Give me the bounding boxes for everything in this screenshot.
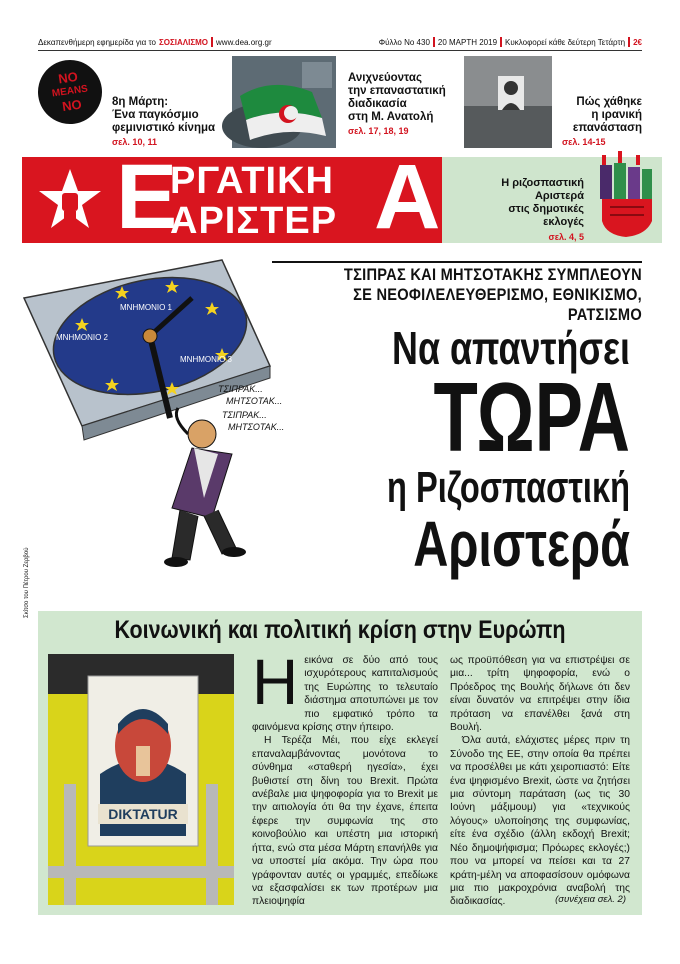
separator [211, 37, 213, 47]
paragraph: εικόνα σε δύο από τους ισχυρότερους καπιταλισμούς της Ευρώπης το τελευταίο διάστημα αποτυπώνει με τον πιο εμφατικό τρόπο τα φαινόμενα κρίσης στην ήπειρο. [252, 655, 438, 734]
schedule-text: Κυκλοφορεί κάθε δεύτερη Τετάρτη [505, 37, 626, 47]
headline-line-4: Αριστερά [413, 508, 630, 580]
teaser-middle-east[interactable] [232, 56, 450, 150]
city-fist-icon [596, 151, 658, 239]
teaser-line: Ανιχνεύοντας [348, 72, 422, 84]
article-column-2 [450, 654, 630, 909]
price: 2€ [633, 37, 642, 47]
kicker-line: ΤΣΙΠΡΑΣ ΚΑΙ ΜΗΤΣΟΤΑΚΗΣ ΣΥΜΠΛΕΟΥΝ [343, 265, 642, 284]
teaser-line: φεμινιστικό κίνημα [112, 122, 216, 134]
teaser-line: επανάσταση [572, 122, 642, 134]
teaser-municipal-elections[interactable] [470, 177, 584, 244]
top-rule [38, 50, 642, 51]
clock-label: ΜΝΗΜΟΝΙΟ 1 [120, 303, 172, 312]
protest-photo [232, 56, 336, 148]
teaser-text [112, 96, 222, 149]
paragraph: ως προϋπόθεση για να επιστρέψει σε μια... τρίτη ψηφοφορία, ενώ ο Πρόεδρος της Βουλής δήλωνε ότι δεν είναι δυνατόν να επιτρέψει στην ίδια πρόταση να επανέλθει ξανά στη Βουλή. [450, 655, 630, 734]
teaser-line: Πώς χάθηκε [576, 96, 642, 108]
masthead-word-aristera: ΑΡΙΣΤΕΡ [170, 200, 338, 242]
tagline-prefix: Δεκαπενθήμερη εφημερίδα για το [38, 37, 156, 47]
no-means-no-logo [38, 60, 102, 124]
separator [433, 37, 435, 47]
speech-text: ΤΣΙΠΡΑΚ... [222, 410, 267, 420]
page-ref: σελ. 10, 11 [112, 137, 157, 147]
masthead-letter-e: Ε [116, 146, 178, 248]
logo-word: NO [61, 96, 83, 115]
issue-date: 20 ΜΑΡΤΗ 2019 [437, 37, 498, 47]
paragraph: Όλα αυτά, ελάχιστες μέρες πριν τη Σύνοδο της ΕΕ, στην οποία θα πρέπει να προσέλθει με κάτι χειροπιαστό: Είτε ένα ψηφισμένο Brexit, ώστε να ζητήσει μια σύντομη παράταση (ως τις 30 Ιούνη μάξιμουμ) για «τεχνικούς λόγους» υλοποίησης της συμφωνίας, είτε ένα σχέδιο (άλλη εκδοχή Brexit; Νέο δημοψήφισμα; Πρόωρες εκλογές;) που να μπορεί να πείσει και τα 27 κράτη-μέλη να αποφασίσουν ομόφωνα μια πιο μακροχρόνια αναβολή της διαδικασίας. [450, 735, 630, 908]
teaser-line: στη Μ. Ανατολή [348, 111, 434, 123]
teaser-line: Η ριζοσπαστική [501, 177, 584, 189]
cartoon-credit: Σκίτσο του Πέτρου Ζερβού [24, 547, 30, 618]
clock-label: ΜΝΗΜΟΝΙΟ 2 [56, 333, 108, 342]
page-ref: σελ. 4, 5 [548, 232, 584, 242]
speech-text: ΤΣΙΠΡΑΚ... [218, 384, 263, 394]
star-fist-icon [38, 167, 102, 231]
top-bar [38, 35, 642, 49]
teaser-iran[interactable] [464, 56, 642, 150]
speech-text: ΜΗΤΣΟΤΑΚ... [228, 422, 285, 432]
article-title[interactable]: Κοινωνική και πολιτική κρίση στην Ευρώπη [114, 616, 566, 644]
logo-word: MEANS [51, 83, 89, 100]
headline-line-1: Να απαντήσει [392, 322, 630, 374]
issue-number: Φύλλο Νο 430 [378, 37, 430, 47]
page-ref: σελ. 17, 18, 19 [348, 126, 409, 136]
tagline-brand: ΣΟΣΙΑΛΙΣΜΟ [158, 37, 209, 47]
teaser-line: Ένα παγκόσμιο [112, 109, 199, 121]
masthead [22, 146, 662, 248]
teaser-line: 8η Μάρτη: [112, 96, 169, 108]
page-ref: σελ. 14-15 [562, 137, 606, 147]
teaser-line: Αριστερά [534, 190, 584, 202]
teaser-feminism[interactable] [38, 56, 218, 150]
logo-word: NO [57, 68, 79, 87]
headline-line-2: ΤΩΡΑ [433, 362, 630, 472]
kicker [272, 261, 642, 325]
macron-poster-photo [48, 654, 234, 905]
separator [500, 37, 502, 47]
article-section [38, 611, 642, 915]
clock-label: ΜΝΗΜΟΝΙΟ 3 [180, 355, 232, 364]
article-column-1 [252, 646, 438, 909]
teaser-text [562, 96, 642, 149]
kicker-line: ΣΕ ΝΕΟΦΙΛΕΛΕΥΘΕΡΙΣΜΟ, ΕΘΝΙΚΙΣΜΟ, ΡΑΤΣΙΣΜΟ [353, 285, 642, 324]
teaser-text [348, 72, 458, 138]
teaser-line: εκλογές [543, 216, 584, 228]
speech-text: ΜΗΤΣΟΤΑΚ... [226, 396, 283, 406]
masthead-word-ergatiki: ΡΓΑΤΙΚΗ [170, 160, 334, 202]
masthead-letter-a: Α [374, 146, 441, 248]
website-link[interactable]: www.dea.org.gr [216, 37, 272, 47]
paragraph: Η Τερέζα Μέι, που είχε εκλεγεί επαναλαμβάνοντας μονότονα το σύνθημα «σταθερή ηγεσία», έχει βυθιστεί στη δίνη του Brexit. Πρώτα ανέβαλε μια ψηφοφορία για το Brexit με την αιτιολογία ότι θα την έχανε, έπειτα έφερε την συμφωνία της στο κοινοβούλιο και υπέστη μια ιστορική ήττα, ενώ στα μέσα Μάρτη επανήλθε για να υποστεί μία ακόμα. Την ώρα που γράφονταν αυτές οι γραμμές, επεδίωκε να εξασφαλίσει εκ των προτέρων μια πλειοψηφία [252, 735, 438, 908]
teaser-line: διαδικασία [348, 98, 407, 110]
teaser-line: η ιρανική [591, 109, 642, 121]
iran-photo [464, 56, 552, 148]
teaser-line: στις δημοτικές [508, 203, 584, 215]
teaser-line: την επαναστατική [348, 85, 446, 97]
dropcap: Η [252, 646, 299, 718]
poster-text: DIKTATUR [108, 806, 178, 822]
continued-link[interactable]: (συνέχεια σελ. 2) [555, 894, 626, 905]
editorial-cartoon [22, 258, 285, 618]
separator [628, 37, 630, 47]
headline-line-3: η Ριζοσπαστική [387, 463, 630, 512]
